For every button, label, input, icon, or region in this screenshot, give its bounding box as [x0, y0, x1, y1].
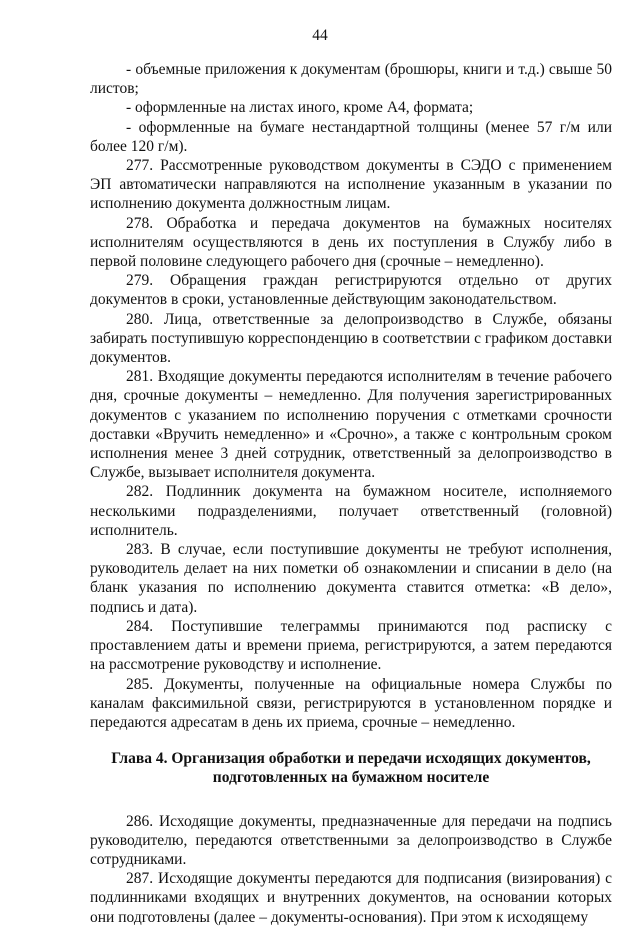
paragraph: 281. Входящие документы передаются исполнителям в течение рабочего дня, срочные документы – немедленно. Для получения зарегистрированных документов с указанием по исполнению поручения с отметками срочности доставки «Вручить немедленно» и «Срочно», а также с контрольным сроком исполнения менее 3 дней сотрудник, ответственный за делопроизводство в Службе, вызывает исполнителя документа.	[90, 368, 612, 482]
paragraph: 280. Лица, ответственные за делопроизводство в Службе, обязаны забирать поступившую корреспонденцию в соответствии с графиком доставки документов.	[90, 310, 612, 367]
paragraph: - оформленные на бумаге нестандартной толщины (менее 57 г/м или более 120 г/м).	[90, 118, 612, 155]
chapter-heading	[90, 749, 612, 787]
paragraph: 285. Документы, полученные на официальные номера Службы по каналам факсимильной связи, регистрируются в установленном порядке и передаются адресатам в день их приема, срочные – немедленно.	[90, 675, 612, 731]
paragraph: 284. Поступившие телеграммы принимаются под расписку с проставлением даты и времени приема, регистрируются, а затем передаются на рассмотрение руководству и исполнение.	[90, 617, 612, 674]
chapter-heading-line: подготовленных на бумажном носителе	[212, 769, 490, 787]
chapter-heading-line: Глава 4. Организация обработки и передачи исходящих документов,	[111, 750, 591, 768]
paragraph: 287. Исходящие документы передаются для подписания (визирования) с подлинниками входящих и внутренних документов, на основании которых они подготовлены (далее – документы-основания). При этом к исходящему	[90, 870, 612, 926]
paragraph: 279. Обращения граждан регистрируются отдельно от других документов в сроки, установленные действующим законодательством.	[90, 272, 612, 309]
page-number: 44	[312, 27, 328, 44]
paragraph: 283. В случае, если поступившие документы не требуют исполнения, руководитель делает на них пометки об ознакомлении и списании в дело (на бланк указания по исполнению документа ставится отметка: «В дело», подпись и дата).	[90, 541, 612, 616]
paragraph: 282. Подлинник документа на бумажном носителе, исполняемого несколькими подразделениями, получает ответственный (головной) исполнитель.	[90, 483, 612, 539]
paragraph: 278. Обработка и передача документов на бумажных носителях исполнителям осуществляются в день их поступления в Службу либо в первой половине следующего рабочего дня (срочные – немедленно).	[90, 214, 612, 271]
paragraph: 277. Рассмотренные руководством документы в СЭДО с применением ЭП автоматически направляются на исполнение указанным в указании по исполнению документа должностным лицам.	[90, 157, 612, 213]
document-body	[90, 60, 612, 927]
paragraph: 286. Исходящие документы, предназначенные для передачи на подпись руководителю, передаются ответственными за делопроизводство в Службе сотрудниками.	[90, 812, 612, 868]
paragraph: - оформленные на листах иного, кроме А4, формата;	[126, 99, 474, 117]
paragraph: - объемные приложения к документам (брошюры, книги и т.д.) свыше 50 листов;	[90, 61, 612, 98]
